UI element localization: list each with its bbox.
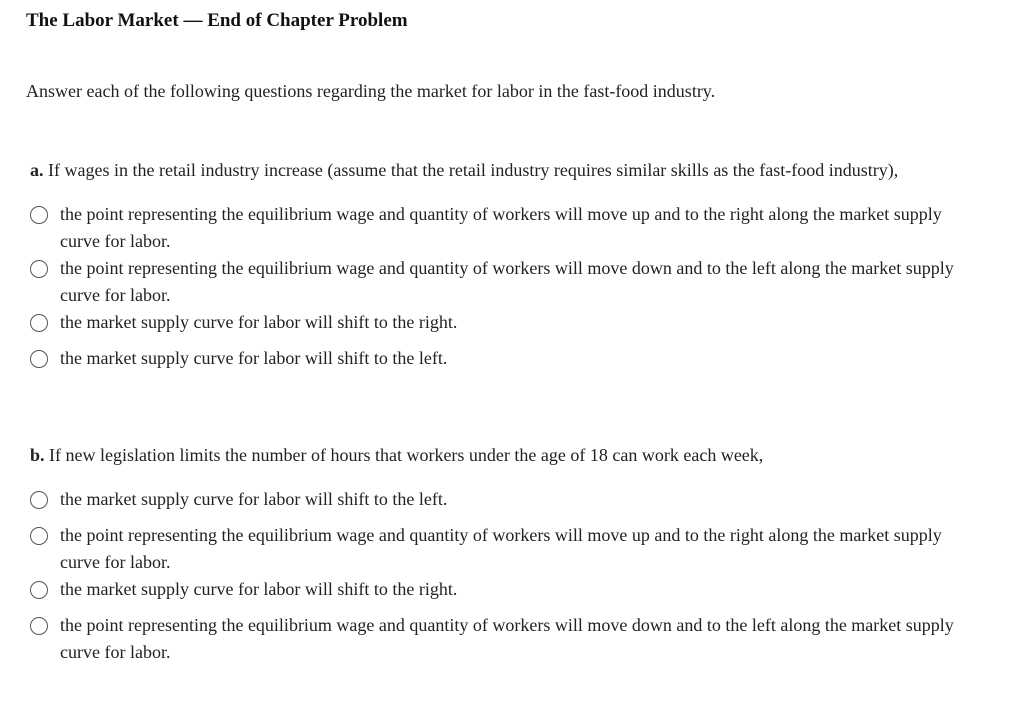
question-b-option-1[interactable] — [30, 488, 980, 513]
option-label: the market supply curve for labor will shift to the right. — [60, 312, 458, 332]
option-label: the point representing the equilibrium wage and quantity of workers will move down and to the left along the market supply curve for labor. — [60, 258, 954, 305]
option-label: the market supply curve for labor will shift to the right. — [60, 579, 458, 599]
question-b-option-4[interactable] — [30, 614, 980, 666]
option-label: the point representing the equilibrium wage and quantity of workers will move up and to the right along the market supply curve for labor. — [60, 525, 942, 572]
option-label: the point representing the equilibrium wage and quantity of workers will move down and to the left along the market supply curve for labor. — [60, 615, 954, 662]
question-b-letter: b. — [30, 445, 45, 465]
question-b-prompt — [30, 445, 1000, 466]
radio-button[interactable] — [30, 617, 48, 635]
question-b-option-3[interactable] — [30, 578, 980, 603]
option-label: the market supply curve for labor will shift to the left. — [60, 348, 448, 368]
radio-button[interactable] — [30, 350, 48, 368]
question-b — [30, 445, 1000, 662]
radio-button[interactable] — [30, 206, 48, 224]
radio-button[interactable] — [30, 491, 48, 509]
question-b-text: If new legislation limits the number of hours that workers under the age of 18 can work each week, — [49, 445, 764, 465]
question-a-letter: a. — [30, 160, 44, 180]
radio-button[interactable] — [30, 527, 48, 545]
radio-button[interactable] — [30, 314, 48, 332]
question-a-text: If wages in the retail industry increase (assume that the retail industry requires similar skills as the fast-food industry), — [48, 160, 899, 180]
question-b-option-2[interactable] — [30, 524, 980, 576]
intro-text: Answer each of the following questions regarding the market for labor in the fast-food industry. — [26, 81, 716, 101]
question-a-option-4[interactable] — [30, 347, 980, 372]
question-a-option-3[interactable] — [30, 311, 980, 336]
option-label: the point representing the equilibrium wage and quantity of workers will move up and to the right along the market supply curve for labor. — [60, 204, 942, 251]
page-title: The Labor Market — End of Chapter Problem — [26, 10, 408, 31]
radio-button[interactable] — [30, 260, 48, 278]
question-a — [30, 160, 1000, 368]
question-a-option-2[interactable] — [30, 257, 980, 309]
question-a-option-1[interactable] — [30, 203, 980, 255]
question-a-prompt — [30, 160, 1000, 181]
option-label: the market supply curve for labor will shift to the left. — [60, 489, 448, 509]
radio-button[interactable] — [30, 581, 48, 599]
